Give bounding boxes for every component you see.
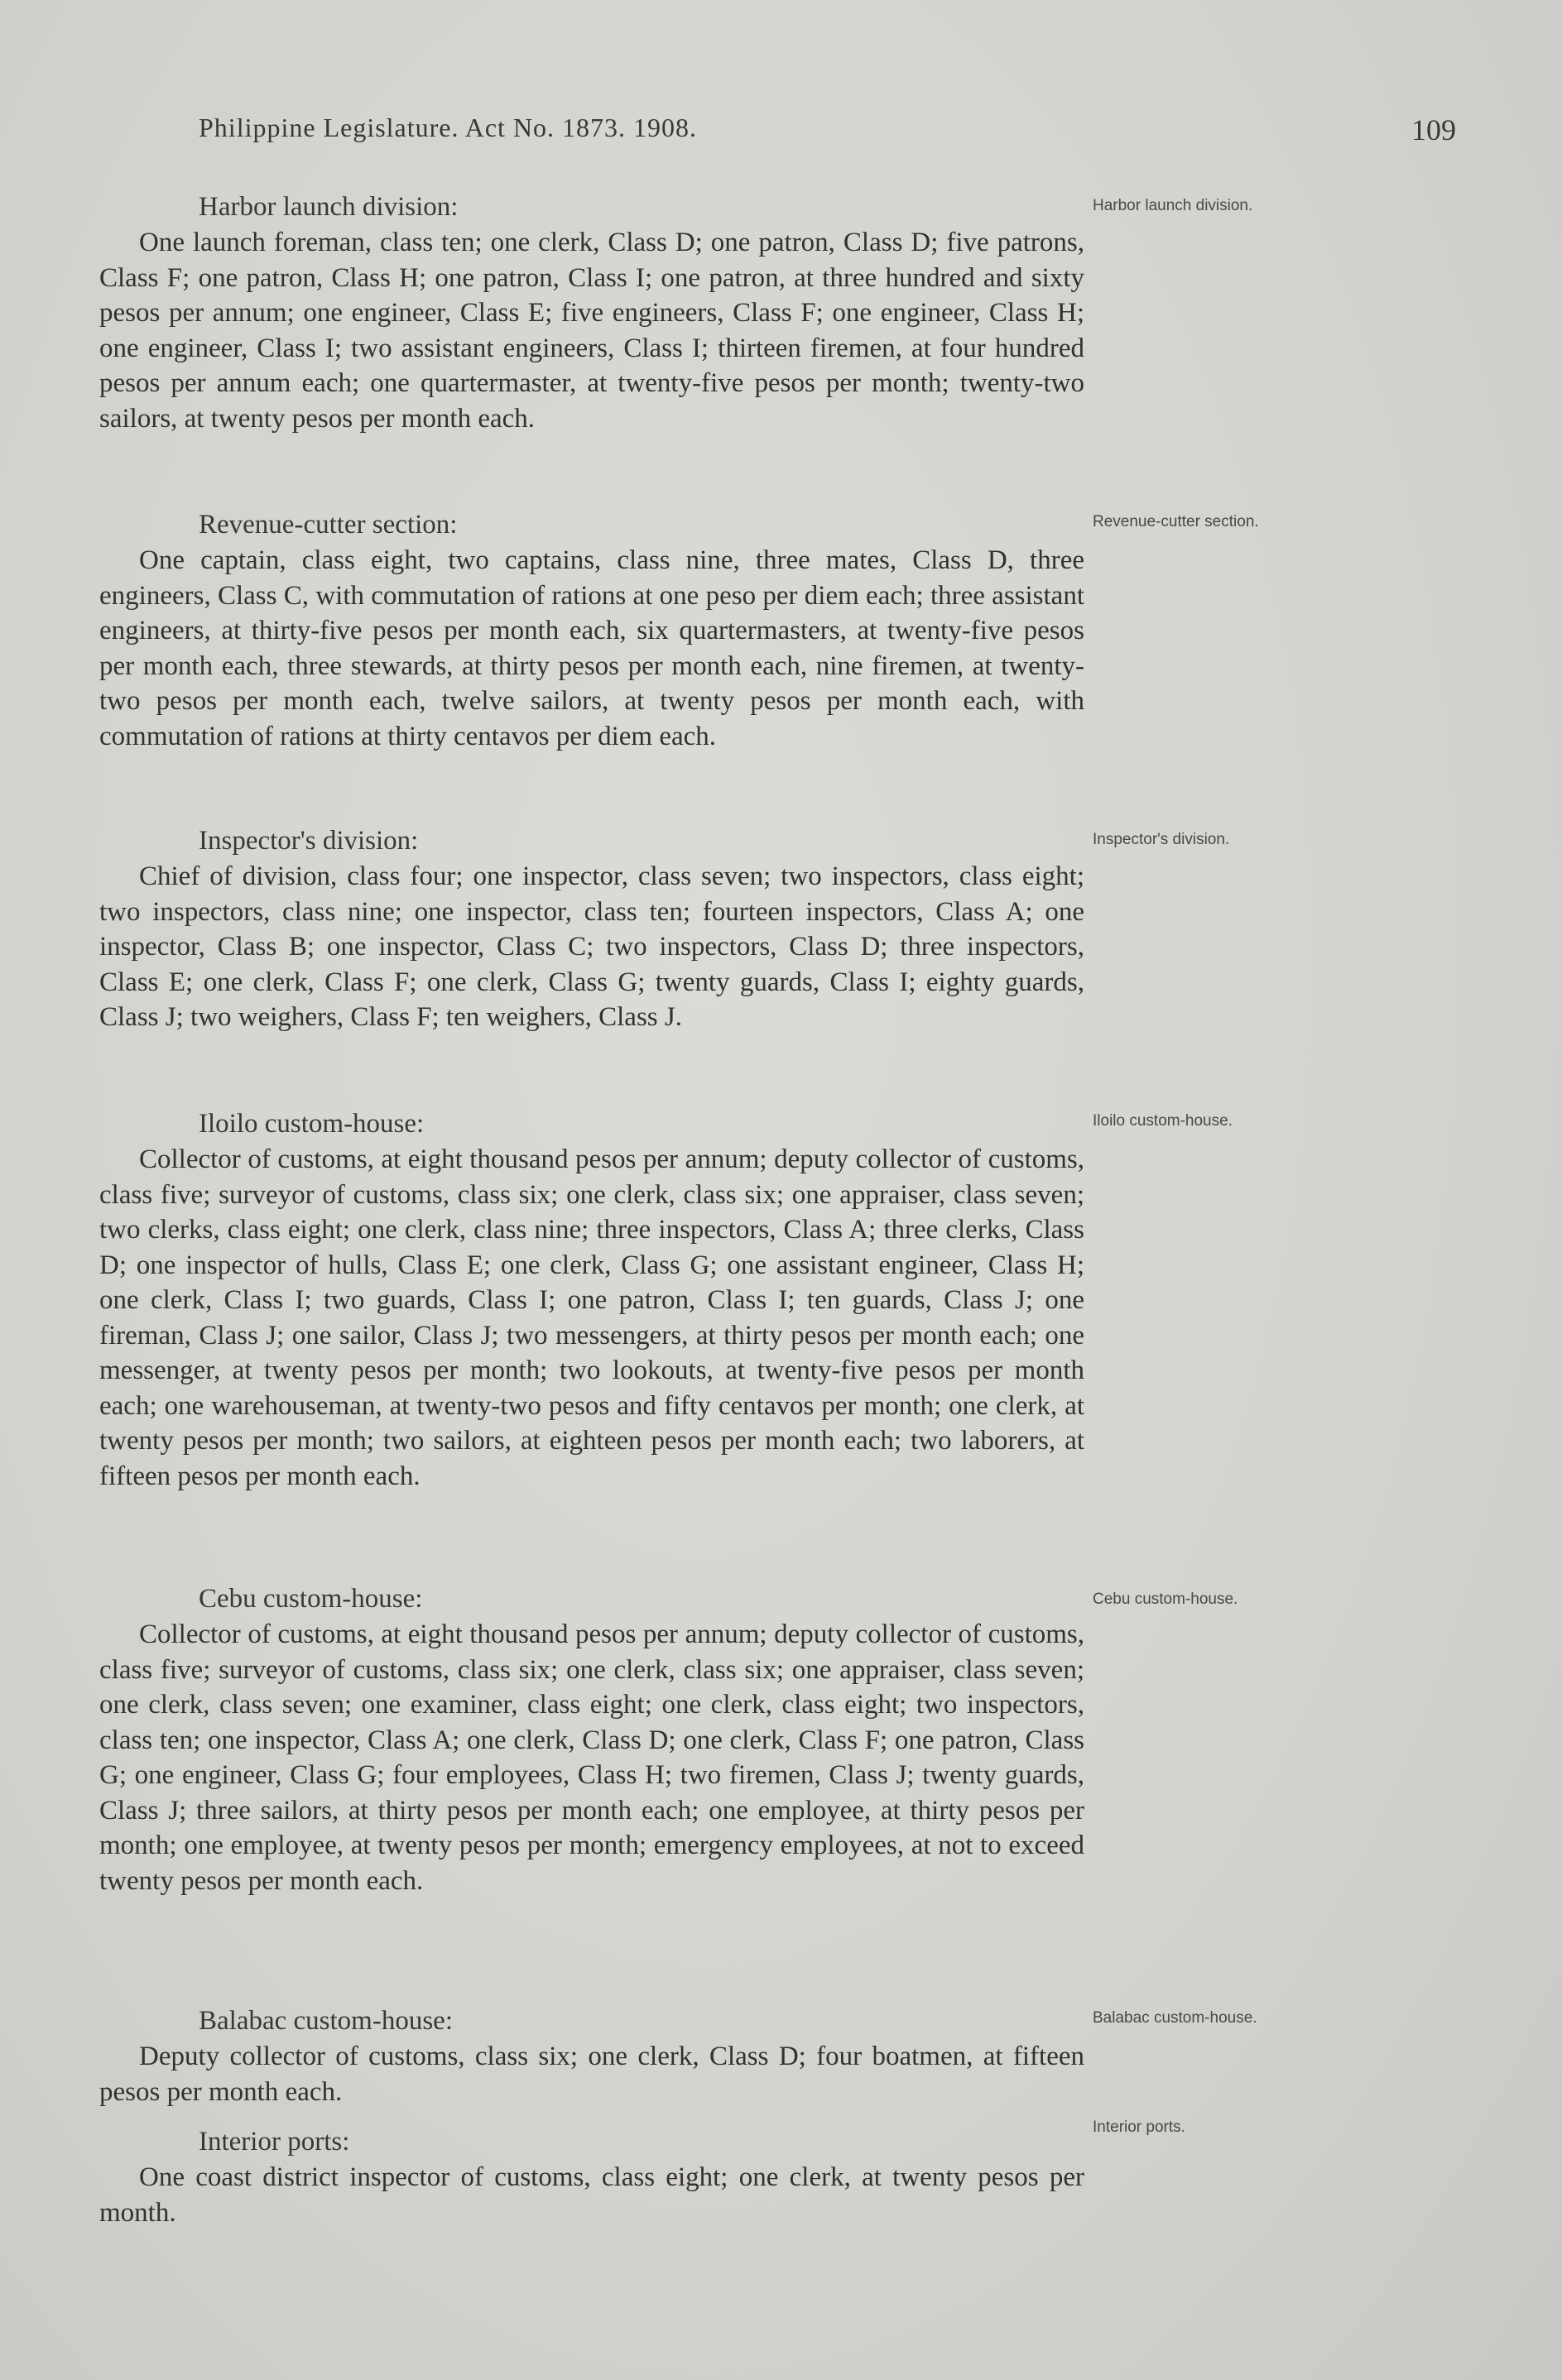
- section-heading: Balabac custom-house:: [199, 2006, 453, 2036]
- section-body: Deputy collector of customs, class six; one clerk, Class D; four boatmen, at fifteen pesos per month each.: [99, 2042, 1084, 2107]
- section-revenue-cutter: [99, 506, 1084, 754]
- section-body: Chief of division, class four; one inspector, class seven; two inspectors, class eight; two inspectors, class nine; one inspector, class ten; fourteen inspectors, Class A; one inspector, Class B; one inspector, Class C; two inspectors, Class D; three inspectors, Class E; one clerk, Class F; one clerk, Class G; twenty guards, Class I; eighty guards, Class J; two weighers, Class F; ten weighers, Class J.: [99, 861, 1084, 1032]
- section-harbor-launch-division: [99, 189, 1084, 436]
- section-body: Collector of customs, at eight thousand pesos per annum; deputy collector of customs, class five; surveyor of customs, class six; one clerk, class six; one appraiser, class seven; two clerks, class eight; one clerk, class nine; three inspectors, Class A; three clerks, Class D; one inspector of hulls, Class E; one clerk, Class G; one assistant engineer, Class H; one clerk, Class I; two guards, Class I; one patron, Class I; ten guards, Class J; one fireman, Class J; one sailor, Class J; two messengers, at thirty pesos per month each; one messenger, at twenty pesos per month; two lookouts, at twenty-five pesos per month each; one warehouseman, at twenty-two pesos and fifty centavos per month; one clerk, at twenty pesos per month; two sailors, at eighteen pesos per month each; two laborers, at fifteen pesos per month each.: [99, 1144, 1084, 1491]
- section-interior-ports: [99, 2123, 1084, 2230]
- section-body: One captain, class eight, two captains, class nine, three mates, Class D, three engineers, Class C, with commutation of rations at one peso per diem each; three assistant engineers, at thirty-five pesos per month each, six quartermasters, at twenty-five pesos per month each, three stewards, at thirty pesos per month each, nine firemen, at twenty-two pesos per month each, twelve sailors, at twenty pesos per month each, with commutation of rations at thirty centavos per diem each.: [99, 545, 1084, 751]
- section-heading: Inspector's division:: [199, 826, 419, 856]
- margin-note-balabac-custom-house: Balabac custom-house.: [1093, 2009, 1257, 2027]
- section-body: Collector of customs, at eight thousand pesos per annum; deputy collector of customs, class five; surveyor of customs, class six; one clerk, class six; one appraiser, class seven; one clerk, class seven; one examiner, class eight; one clerk, class eight; two inspectors, class ten; one inspector, Class A; one clerk, Class D; one clerk, Class F; one patron, Class G; one engineer, Class G; four employees, Class H; two firemen, Class J; twenty guards, Class J; three sailors, at thirty pesos per month each; one employee, at thirty pesos per month; one employee, at twenty pesos per month; emergency employees, at not to exceed twenty pesos per month each.: [99, 1619, 1084, 1896]
- page-number: 109: [1411, 113, 1456, 146]
- section-balabac-custom-house: [99, 2003, 1084, 2109]
- section-inspectors-division: [99, 823, 1084, 1035]
- section-heading: Interior ports:: [199, 2127, 350, 2157]
- margin-note-inspectors-division: Inspector's division.: [1093, 831, 1230, 848]
- margin-note-cebu-custom-house: Cebu custom-house.: [1093, 1591, 1238, 1608]
- margin-note-interior-ports: Interior ports.: [1093, 2118, 1185, 2136]
- section-heading: Revenue-cutter section:: [199, 510, 458, 540]
- section-heading: Iloilo custom-house:: [199, 1109, 425, 1139]
- section-iloilo-custom-house: [99, 1106, 1084, 1494]
- margin-note-harbor-launch: Harbor launch division.: [1093, 197, 1253, 214]
- section-body: One coast district inspector of customs, class eight; one clerk, at twenty pesos per month.: [99, 2162, 1084, 2228]
- section-cebu-custom-house: [99, 1581, 1084, 1898]
- section-heading: Harbor launch division:: [199, 192, 459, 222]
- margin-note-revenue-cutter: Revenue-cutter section.: [1093, 513, 1259, 530]
- section-body: One launch foreman, class ten; one clerk, Class D; one patron, Class D; five patrons, Class F; one patron, Class H; one patron, Class I; one patron, at three hundred and sixty pesos per annum; one engineer, Class E; five engineers, Class F; one engineer, Class H; one engineer, Class I; two assistant engineers, Class I; thirteen firemen, at four hundred pesos per annum each; one quartermaster, at twenty-five pesos per month; twenty-two sailors, at twenty pesos per month each.: [99, 228, 1084, 434]
- section-heading: Cebu custom-house:: [199, 1584, 423, 1614]
- running-head: Philippine Legislature. Act No. 1873. 1908.: [199, 113, 698, 142]
- margin-note-iloilo-custom-house: Iloilo custom-house.: [1093, 1112, 1233, 1130]
